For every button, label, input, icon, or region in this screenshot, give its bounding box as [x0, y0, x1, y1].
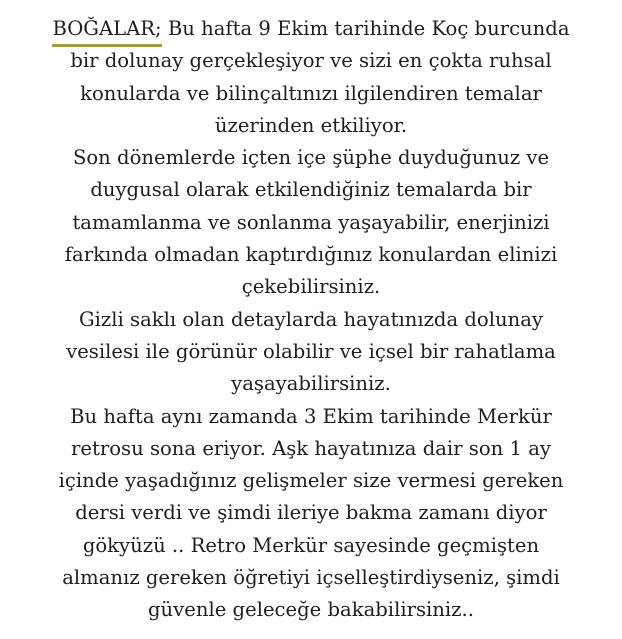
text-line-14: retrosu sona eriyor. Aşk hayatınıza dair son 1 ay: [71, 436, 551, 460]
text-line-12: yaşayabilirsiniz.: [231, 372, 391, 396]
text-line-1-rest: Bu hafta 9 Ekim tarihinde Koç burcunda: [161, 17, 570, 40]
text-line-7: tamamlanma ve sonlanma yaşayabilir, enerjinizi: [72, 210, 550, 234]
text-line-4: üzerinden etkiliyor.: [214, 113, 408, 137]
text-line-6: duygusal olarak etkilendiğiniz temalarda bir: [90, 178, 532, 202]
text-line-16: dersi verdi ve şimdi ileriye bakma zamanı diyor: [75, 501, 547, 525]
text-line-3: konularda ve bilinçaltınızı ilgilendiren temalar: [80, 81, 542, 105]
text-line-5: Son dönemlerde içten içe şüphe duyduğunuz ve: [72, 146, 550, 170]
text-line-11: vesilesi ile görünür olabilir ve içsel bir rahatlama: [66, 339, 556, 363]
text-line-19: güvenle geleceğe bakabilirsiniz..: [148, 598, 474, 622]
text-line-1: [6, 13, 616, 45]
text-line-9: çekebilirsiniz.: [241, 275, 381, 299]
text-line-13: Bu hafta aynı zamanda 3 Ekim tarihinde Merkür: [70, 404, 552, 428]
text-line-18: almanız gereken öğretiyi içselleştirdiyseniz, şimdi: [62, 566, 560, 590]
sign-heading: BOĞALAR;: [52, 17, 162, 40]
text-line-2: bir dolunay gerçekleşiyor ve sizi en çokta ruhsal: [70, 49, 552, 73]
text-line-15: içinde yaşadığınız gelişmeler size vermesi gereken: [58, 469, 564, 493]
text-line-10: Gizli saklı olan detaylarda hayatınızda dolunay: [79, 307, 543, 331]
horoscope-article: [6, 13, 616, 627]
text-line-17: gökyüzü .. Retro Merkür sayesinde geçmişten: [82, 533, 540, 557]
text-line-8: farkında olmadan kaptırdığınız konulardan elinizi: [64, 243, 558, 267]
